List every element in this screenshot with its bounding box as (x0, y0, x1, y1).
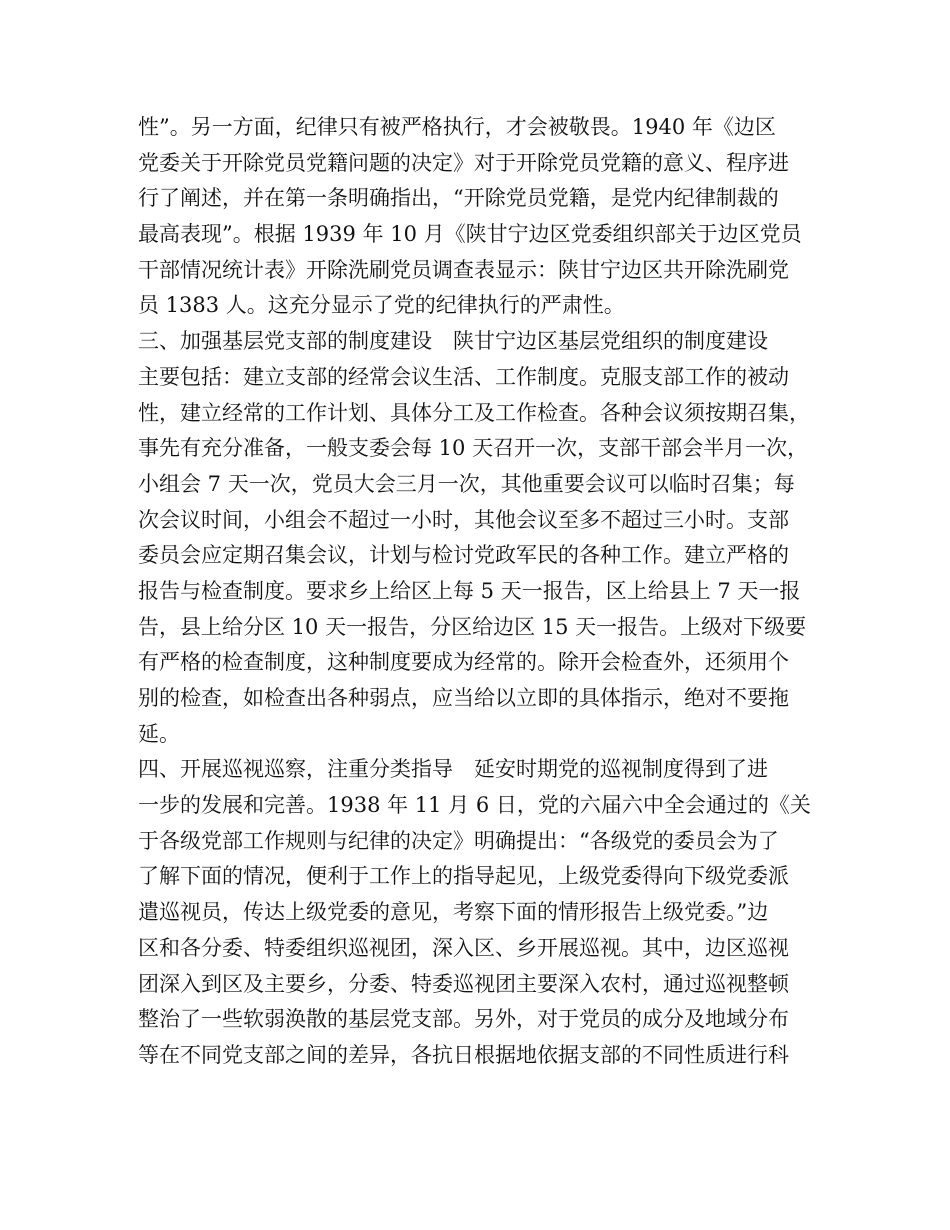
text-line: 区和各分委、特委组织巡视团，深入区、乡开展巡视。其中，边区巡视 (138, 935, 789, 960)
text-line: 事先有充分准备，一般支委会每 10 天召开一次，支部干部会半月一次， (138, 436, 809, 461)
text-line: 最高表现”。根据 1939 年 10 月《陕甘宁边区党委组织部关于边区党员 (138, 222, 802, 247)
text-line: 小组会 7 天一次，党员大会三月一次，其他重要会议可以临时召集；每 (138, 471, 795, 496)
text-line: 性”。另一方面，纪律只有被严格执行，才会被敬畏。1940 年《边区 (138, 115, 776, 139)
text-line: 员 1383 人。这充分显示了党的纪律执行的严肃性。 (138, 293, 625, 318)
text-line: 告，县上给分区 10 天一报告，分区给边区 15 天一报告。上级对下级要 (138, 614, 807, 639)
text-line: 延。 (138, 721, 180, 746)
text-line: 主要包括：建立支部的经常会议生活、工作制度。克服支部工作的被动 (138, 364, 789, 389)
section-heading-3: 三、加强基层党支部的制度建设 陕甘宁边区基层党组织的制度建设 (138, 329, 768, 354)
text-line: 有严格的检查制度，这种制度要成为经常的。除开会检查外，还须用个 (138, 650, 789, 675)
text-line: 别的检查，如检查出各种弱点，应当给以立即的具体指示，绝对不要拖 (138, 686, 789, 710)
section-heading-4: 四、开展巡视巡察，注重分类指导 延安时期党的巡视制度得到了进 (138, 757, 768, 782)
text-line: 行了阐述，并在第一条明确指出，“开除党员党籍，是党内纪律制裁的 (138, 186, 779, 211)
text-line: 遣巡视员，传达上级党委的意见，考察下面的情形报告上级党委。”边 (138, 900, 769, 925)
text-line: 整治了一些软弱涣散的基层党支部。另外，对于党员的成分及地域分布 (138, 1007, 789, 1032)
text-line: 了解下面的情况，便利于工作上的指导起见，上级党委得向下级党委派 (138, 864, 789, 889)
text-line: 党委关于开除党员党籍问题的决定》对于开除党员党籍的意义、程序进 (138, 150, 789, 175)
text-line: 于各级党部工作规则与纪律的决定》明确提出：“各级党的委员会为了 (138, 828, 779, 853)
text-line: 团深入到区及主要乡，分委、特委巡视团主要深入农村，通过巡视整顿 (138, 971, 789, 996)
text-line: 委员会应定期召集会议，计划与检讨党政军民的各种工作。建立严格的 (138, 543, 789, 568)
text-line: 干部情况统计表》开除洗刷党员调查表显示：陕甘宁边区共开除洗刷党 (138, 257, 789, 282)
text-line: 一步的发展和完善。1938 年 11 月 6 日，党的六届六中全会通过的《关 (138, 793, 811, 818)
text-line: 等在不同党支部之间的差异，各抗日根据地依据支部的不同性质进行科 (138, 1042, 789, 1067)
body-text (138, 110, 828, 1074)
text-line: 报告与检查制度。要求乡上给区上每 5 天一报告，区上给县上 7 天一报 (138, 578, 801, 603)
text-line: 次会议时间，小组会不超过一小时，其他会议至多不超过三小时。支部 (138, 507, 789, 532)
text-line: 性，建立经常的工作计划、具体分工及工作检查。各种会议须按期召集， (138, 400, 810, 425)
